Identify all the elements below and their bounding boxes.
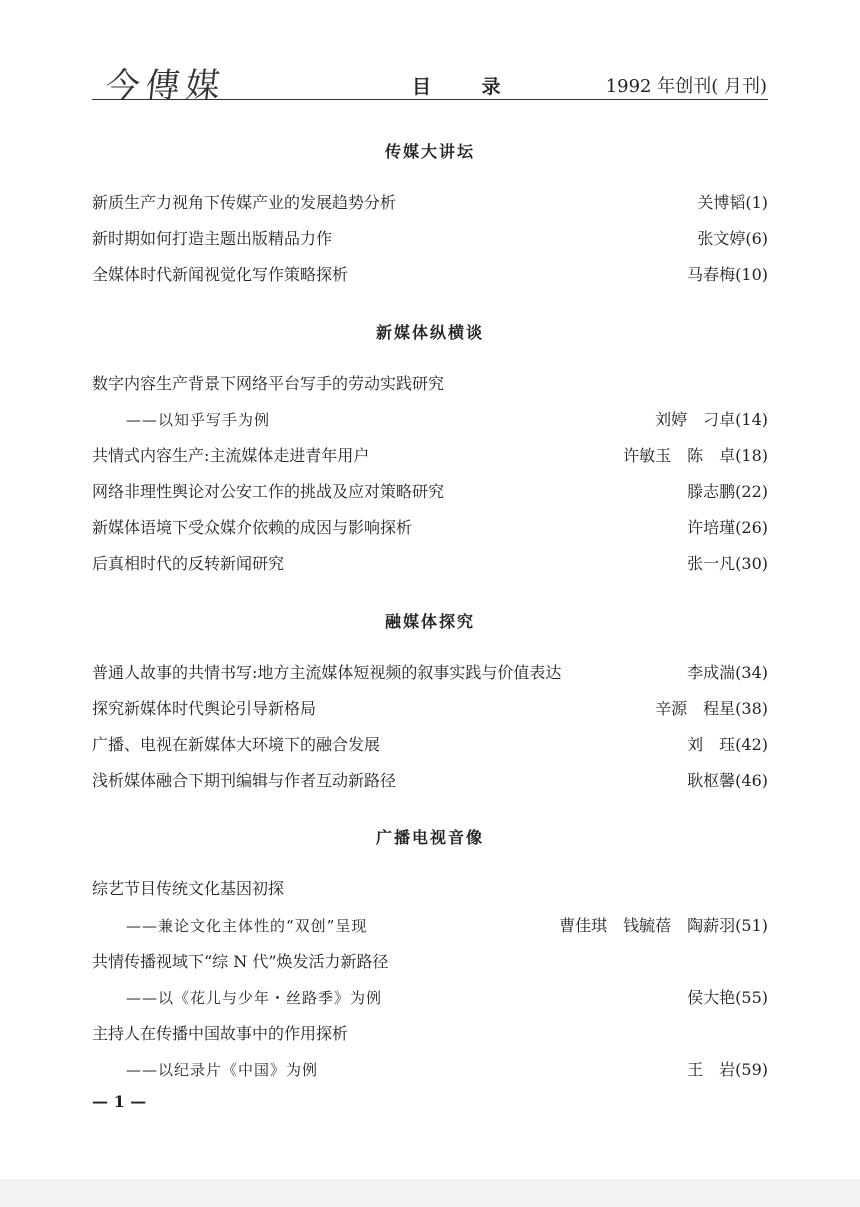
toc-entry[interactable] [92, 443, 768, 469]
toc-entry[interactable] [92, 876, 768, 902]
entry-author-page: 马春梅(10) [687, 265, 768, 284]
section-title: 广播电视音像 [375, 828, 484, 847]
section-title: 融媒体探究 [384, 612, 475, 631]
entry-subtitle: ——兼论文化主体性的“双创”呈现 [126, 917, 368, 935]
entry-author-page: 张文婷(6) [697, 229, 768, 248]
entry-author-page: 李成湍(34) [687, 663, 768, 682]
toc-entry-subtitle[interactable] [92, 1057, 768, 1083]
entry-title: 后真相时代的反转新闻研究 [92, 554, 285, 573]
entry-author-page: 关博韬(1) [697, 193, 768, 212]
entry-subtitle: ——以知乎写手为例 [126, 411, 271, 429]
entry-author-page: 刘婷 刁卓(14) [655, 410, 768, 429]
entry-author-page: 王 岩(59) [687, 1060, 768, 1079]
header-title: 目 录 [412, 76, 523, 98]
toc-entry[interactable] [92, 190, 768, 216]
section-title: 新媒体纵横谈 [375, 323, 484, 342]
entry-title: 网络非理性舆论对公安工作的挑战及应对策略研究 [92, 482, 445, 501]
toc-entry[interactable] [92, 696, 768, 722]
entry-title: 广播、电视在新媒体大环境下的融合发展 [92, 735, 381, 754]
page-bottom-band [0, 1179, 860, 1207]
entry-title: 共情式内容生产:主流媒体走进青年用户 [92, 446, 370, 465]
header-founding-info: 1992 年创刊( 月刊) [605, 76, 767, 97]
toc-entry[interactable] [92, 949, 768, 975]
entry-title: 浅析媒体融合下期刊编辑与作者互动新路径 [92, 771, 397, 790]
entry-title: 主持人在传播中国故事中的作用探析 [92, 1024, 349, 1043]
entry-title: 共情传播视域下“综 N 代”焕发活力新路径 [92, 952, 389, 971]
entry-title: 数字内容生产背景下网络平台写手的劳动实践研究 [92, 374, 445, 393]
entry-title: 综艺节目传统文化基因初探 [92, 879, 285, 898]
entry-author-page: 耿枢馨(46) [687, 771, 768, 790]
entry-author-page: 许培瑾(26) [687, 518, 768, 537]
entry-author-page: 滕志鹏(22) [687, 482, 768, 501]
entry-subtitle: ——以纪录片《中国》为例 [126, 1061, 319, 1079]
entry-subtitle: ——以《花儿与少年・丝路季》为例 [126, 989, 383, 1007]
entry-author-page: 张一凡(30) [687, 554, 768, 573]
journal-logo: 今傳媒 [103, 66, 228, 106]
toc-entry[interactable] [92, 551, 768, 577]
entry-title: 探究新媒体时代舆论引导新格局 [92, 699, 317, 718]
toc-entry-subtitle[interactable] [92, 407, 768, 433]
entry-author-page: 辛源 程星(38) [655, 699, 768, 718]
header-rule [92, 99, 768, 100]
toc-entry[interactable] [92, 768, 768, 794]
toc-entry[interactable] [92, 262, 768, 288]
entry-author-page: 刘 珏(42) [687, 735, 768, 754]
toc-entry-subtitle[interactable] [92, 985, 768, 1011]
section-title: 传媒大讲坛 [384, 142, 475, 161]
toc-entry[interactable] [92, 479, 768, 505]
toc-entry[interactable] [92, 515, 768, 541]
toc-entry[interactable] [92, 371, 768, 397]
entry-title: 新时期如何打造主题出版精品力作 [92, 229, 333, 248]
entry-title: 新媒体语境下受众媒介依赖的成因与影响探析 [92, 518, 413, 537]
entry-title: 全媒体时代新闻视觉化写作策略探析 [92, 265, 349, 284]
toc-entry[interactable] [92, 226, 768, 252]
entry-author-page: 许敏玉 陈 卓(18) [623, 446, 768, 465]
page-number: — 1 — [92, 1092, 147, 1111]
entry-author-page: 侯大艳(55) [687, 988, 768, 1007]
entry-title: 普通人故事的共情书写:地方主流媒体短视频的叙事实践与价值表达 [92, 663, 562, 682]
page-header [92, 58, 767, 106]
toc-entry[interactable] [92, 732, 768, 758]
toc-entry[interactable] [92, 1021, 768, 1047]
toc-entry-subtitle[interactable] [92, 913, 768, 939]
toc-entry[interactable] [92, 660, 768, 686]
entry-author-page: 曹佳琪 钱毓蓓 陶薪羽(51) [559, 916, 768, 935]
entry-title: 新质生产力视角下传媒产业的发展趋势分析 [92, 193, 397, 212]
